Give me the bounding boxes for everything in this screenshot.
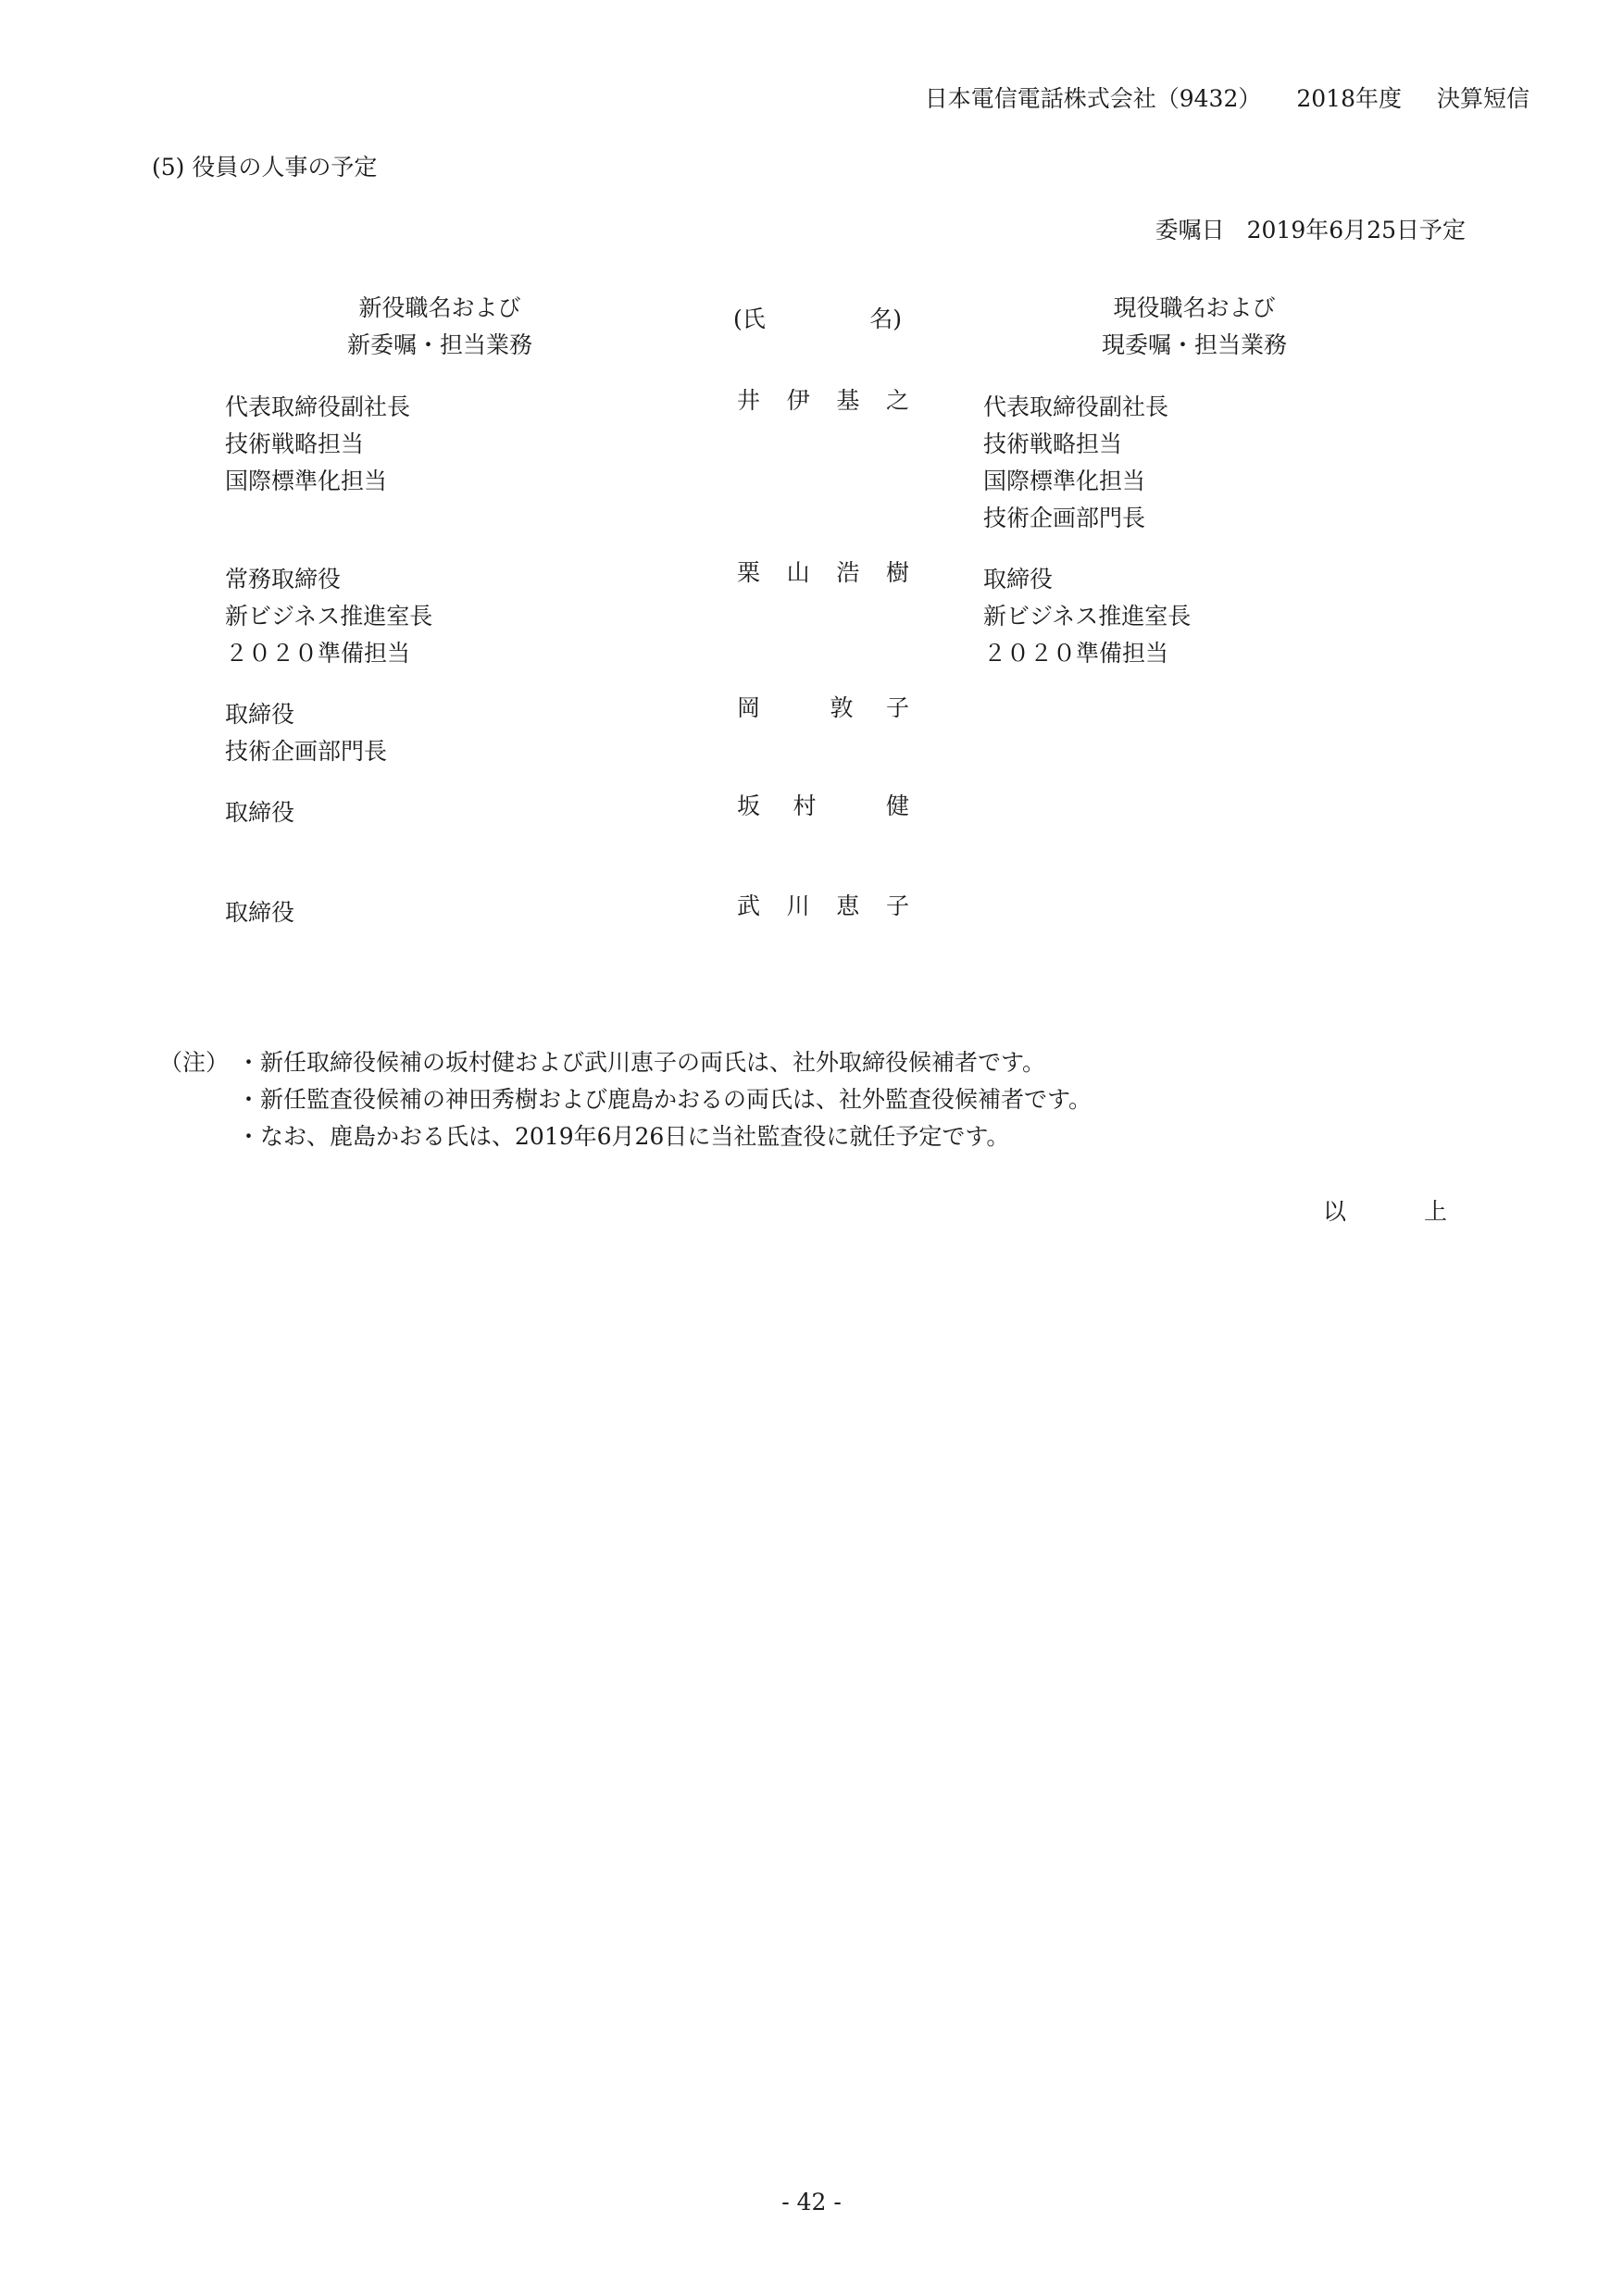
name-char: 井 xyxy=(737,387,761,414)
officer-4-name xyxy=(737,794,909,817)
note-item: ・なお、鹿島かおる氏は、2019年6月26日に当社監査役に就任予定です。 xyxy=(237,1123,1010,1150)
name-char: 子 xyxy=(885,892,909,919)
officer-2-current-position xyxy=(983,561,1191,672)
page-number: - 42 - xyxy=(781,2189,842,2215)
name-char: 浩 xyxy=(836,559,860,586)
officer-2-name xyxy=(737,561,909,584)
officer-4-new-position xyxy=(225,794,294,831)
column-header-current-line2: 現委嘱・担当業務 xyxy=(1101,331,1287,358)
position-line: ２０２０準備担当 xyxy=(225,640,411,667)
note-item: ・新任監査役候補の神田秀樹および鹿島かおるの両氏は、社外監査役候補者です。 xyxy=(237,1086,1092,1113)
name-char: 基 xyxy=(836,387,860,414)
section-title: (5) 役員の人事の予定 xyxy=(152,154,378,181)
column-header-name-close: 名) xyxy=(869,306,902,332)
officer-5-name xyxy=(737,894,909,917)
name-char: 岡 xyxy=(737,694,761,721)
notes-label: （注） xyxy=(159,1049,230,1076)
name-char: 之 xyxy=(885,387,909,414)
name-char: 坂 xyxy=(737,792,761,819)
name-char: 恵 xyxy=(836,892,860,919)
column-header-new-line2: 新委嘱・担当業務 xyxy=(346,331,532,358)
position-line: 国際標準化担当 xyxy=(225,468,388,494)
position-line: 取締役 xyxy=(983,566,1054,593)
closing-char: 以 xyxy=(1323,1198,1347,1225)
position-line: 取締役 xyxy=(225,701,295,728)
position-line: 技術企画部門長 xyxy=(983,505,1146,531)
column-header-name-open: (氏 xyxy=(733,306,766,332)
appointment-date-label: 委嘱日 xyxy=(1155,217,1225,243)
officer-2-new-position xyxy=(225,561,432,672)
report-type: 決算短信 xyxy=(1436,85,1529,112)
name-char: 武 xyxy=(737,892,761,919)
officer-5-new-position xyxy=(225,894,294,931)
position-line: 取締役 xyxy=(225,799,295,826)
position-line: 新ビジネス推進室長 xyxy=(225,603,433,630)
name-char: 栗 xyxy=(737,559,761,586)
officer-3-name xyxy=(737,696,909,719)
name-char: 子 xyxy=(885,694,909,721)
closing-char: 上 xyxy=(1423,1198,1447,1225)
column-header-new-position xyxy=(319,290,560,364)
name-char: 伊 xyxy=(786,387,810,414)
position-line: 代表取締役副社長 xyxy=(225,393,411,420)
name-char: 村 xyxy=(793,792,817,819)
name-char: 敦 xyxy=(830,694,854,721)
column-header-current-position xyxy=(1074,290,1315,364)
fiscal-year: 2018年度 xyxy=(1296,85,1402,112)
position-line: 常務取締役 xyxy=(225,566,342,593)
position-line: 国際標準化担当 xyxy=(983,468,1146,494)
note-item: ・新任取締役候補の坂村健および武川恵子の両氏は、社外取締役候補者です。 xyxy=(237,1049,1046,1076)
position-line: 技術戦略担当 xyxy=(983,430,1123,457)
position-line: 技術企画部門長 xyxy=(225,738,388,765)
officer-3-new-position xyxy=(225,696,387,770)
officer-1-current-position xyxy=(983,389,1168,537)
appointment-date-value: 2019年6月25日予定 xyxy=(1246,217,1466,243)
position-line: 取締役 xyxy=(225,899,295,926)
column-header-new-line1: 新役職名および xyxy=(358,294,521,321)
position-line: 新ビジネス推進室長 xyxy=(983,603,1192,630)
officer-1-new-position xyxy=(225,389,410,500)
officer-1-name xyxy=(737,389,909,412)
document-header xyxy=(925,87,1529,110)
column-header-current-line1: 現役職名および xyxy=(1113,294,1276,321)
closing-mark xyxy=(1323,1200,1447,1223)
position-line: 技術戦略担当 xyxy=(225,430,365,457)
name-char: 樹 xyxy=(885,559,909,586)
notes-list xyxy=(237,1044,1092,1155)
position-line: ２０２０準備担当 xyxy=(983,640,1169,667)
name-char: 山 xyxy=(786,559,810,586)
name-char: 健 xyxy=(885,792,909,819)
position-line: 代表取締役副社長 xyxy=(983,393,1169,420)
company-name: 日本電信電話株式会社（9432） xyxy=(924,85,1262,112)
appointment-date xyxy=(1155,218,1466,242)
name-char: 川 xyxy=(786,892,810,919)
